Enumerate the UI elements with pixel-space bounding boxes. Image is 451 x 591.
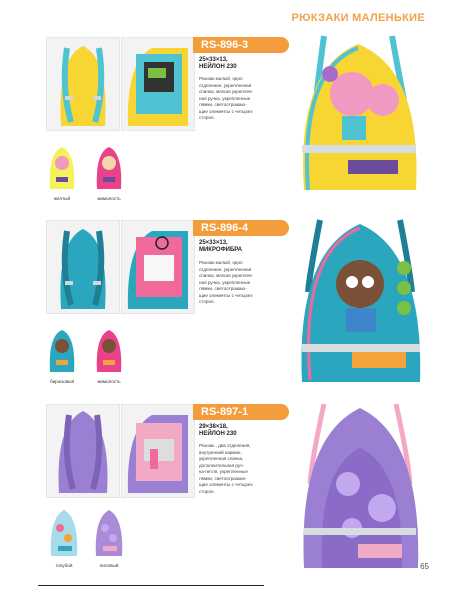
spec-material: НЕЙЛОН 230: [199, 431, 237, 437]
sku-bar: RS-897-1: [193, 404, 289, 420]
variant-thumbnail-turquoise: [47, 326, 77, 374]
description-line: Рюкзак , два отделения,: [199, 443, 251, 448]
description-line: отделение, укрепленная: [199, 82, 252, 88]
variant-thumbnail-light-blue: [48, 506, 80, 558]
page-number: 65: [420, 562, 429, 571]
product-main-image: [290, 212, 430, 392]
sku-bar: RS-896-4: [193, 220, 289, 236]
sku-bar: RS-896-3: [193, 37, 289, 53]
product-photo-back: [46, 220, 120, 314]
description-line: сторон.: [199, 299, 215, 304]
spec-material: МИКРОФИБРА: [199, 247, 243, 253]
product-description: [199, 443, 277, 495]
description-line: укрепленная спинка,: [199, 456, 244, 461]
description-line: спинка, мягкая укреплен-: [199, 89, 254, 94]
description-line: лямки, светоотражаю-: [199, 286, 247, 291]
variant-label: жимолость: [97, 379, 121, 384]
spec-size: 25×33×13,: [199, 240, 228, 246]
product-photo-open: [121, 404, 195, 498]
description-line: ка-петля, укрепленные: [199, 469, 248, 474]
variant-label: бирюзовый: [49, 379, 75, 384]
description-line: сторон.: [199, 488, 215, 494]
product-photo-back: [46, 37, 120, 131]
description-line: дополнительная руч-: [199, 462, 245, 468]
description-line: щие элементы с четырех: [199, 482, 253, 487]
description-line: щие элементы с четырех: [199, 292, 253, 298]
description-line: щие элементы с четырех: [199, 108, 253, 114]
description-line: ная ручка, укрепленные: [199, 279, 251, 285]
description-line: Рюкзак малый, одно: [199, 260, 243, 265]
description-line: Рюкзак малый, одно: [199, 76, 243, 81]
variant-thumbnail-yellow: [47, 143, 77, 191]
product-main-image: [288, 30, 428, 200]
variant-thumbnail-pink: [94, 143, 124, 191]
description-line: спинка, мягкая укреплен-: [199, 273, 254, 278]
spec-size: 29×38×18,: [199, 424, 228, 430]
description-line: ная ручка, укрепленные: [199, 95, 251, 101]
variant-label: лиловый: [99, 563, 119, 568]
spec-size: 25×33×13,: [199, 57, 228, 63]
product-main-image: [292, 398, 428, 576]
description-line: лямки, светоотражаю-: [199, 102, 247, 107]
variant-thumbnail-pink: [94, 326, 124, 374]
description-line: лямки, светоотражаю-: [199, 475, 247, 481]
product-description: [199, 260, 277, 306]
product-photo-back: [46, 404, 120, 498]
product-photo-open: [121, 220, 195, 314]
variant-label: желтый: [53, 196, 71, 201]
page-header-title: РЮКЗАКИ МАЛЕНЬКИЕ: [291, 12, 425, 24]
product-description: [199, 76, 277, 122]
footer-divider: [38, 585, 264, 586]
product-photo-open: [121, 37, 195, 131]
description-line: отделение, укрепленная: [199, 266, 252, 272]
variant-thumbnail-lilac: [93, 506, 125, 558]
variant-label: голубой: [55, 563, 73, 568]
spec-material: НЕЙЛОН 230: [199, 64, 237, 70]
description-line: сторон.: [199, 115, 215, 120]
description-line: внутренний карман,: [199, 449, 242, 455]
variant-label: жимолость: [97, 196, 121, 201]
